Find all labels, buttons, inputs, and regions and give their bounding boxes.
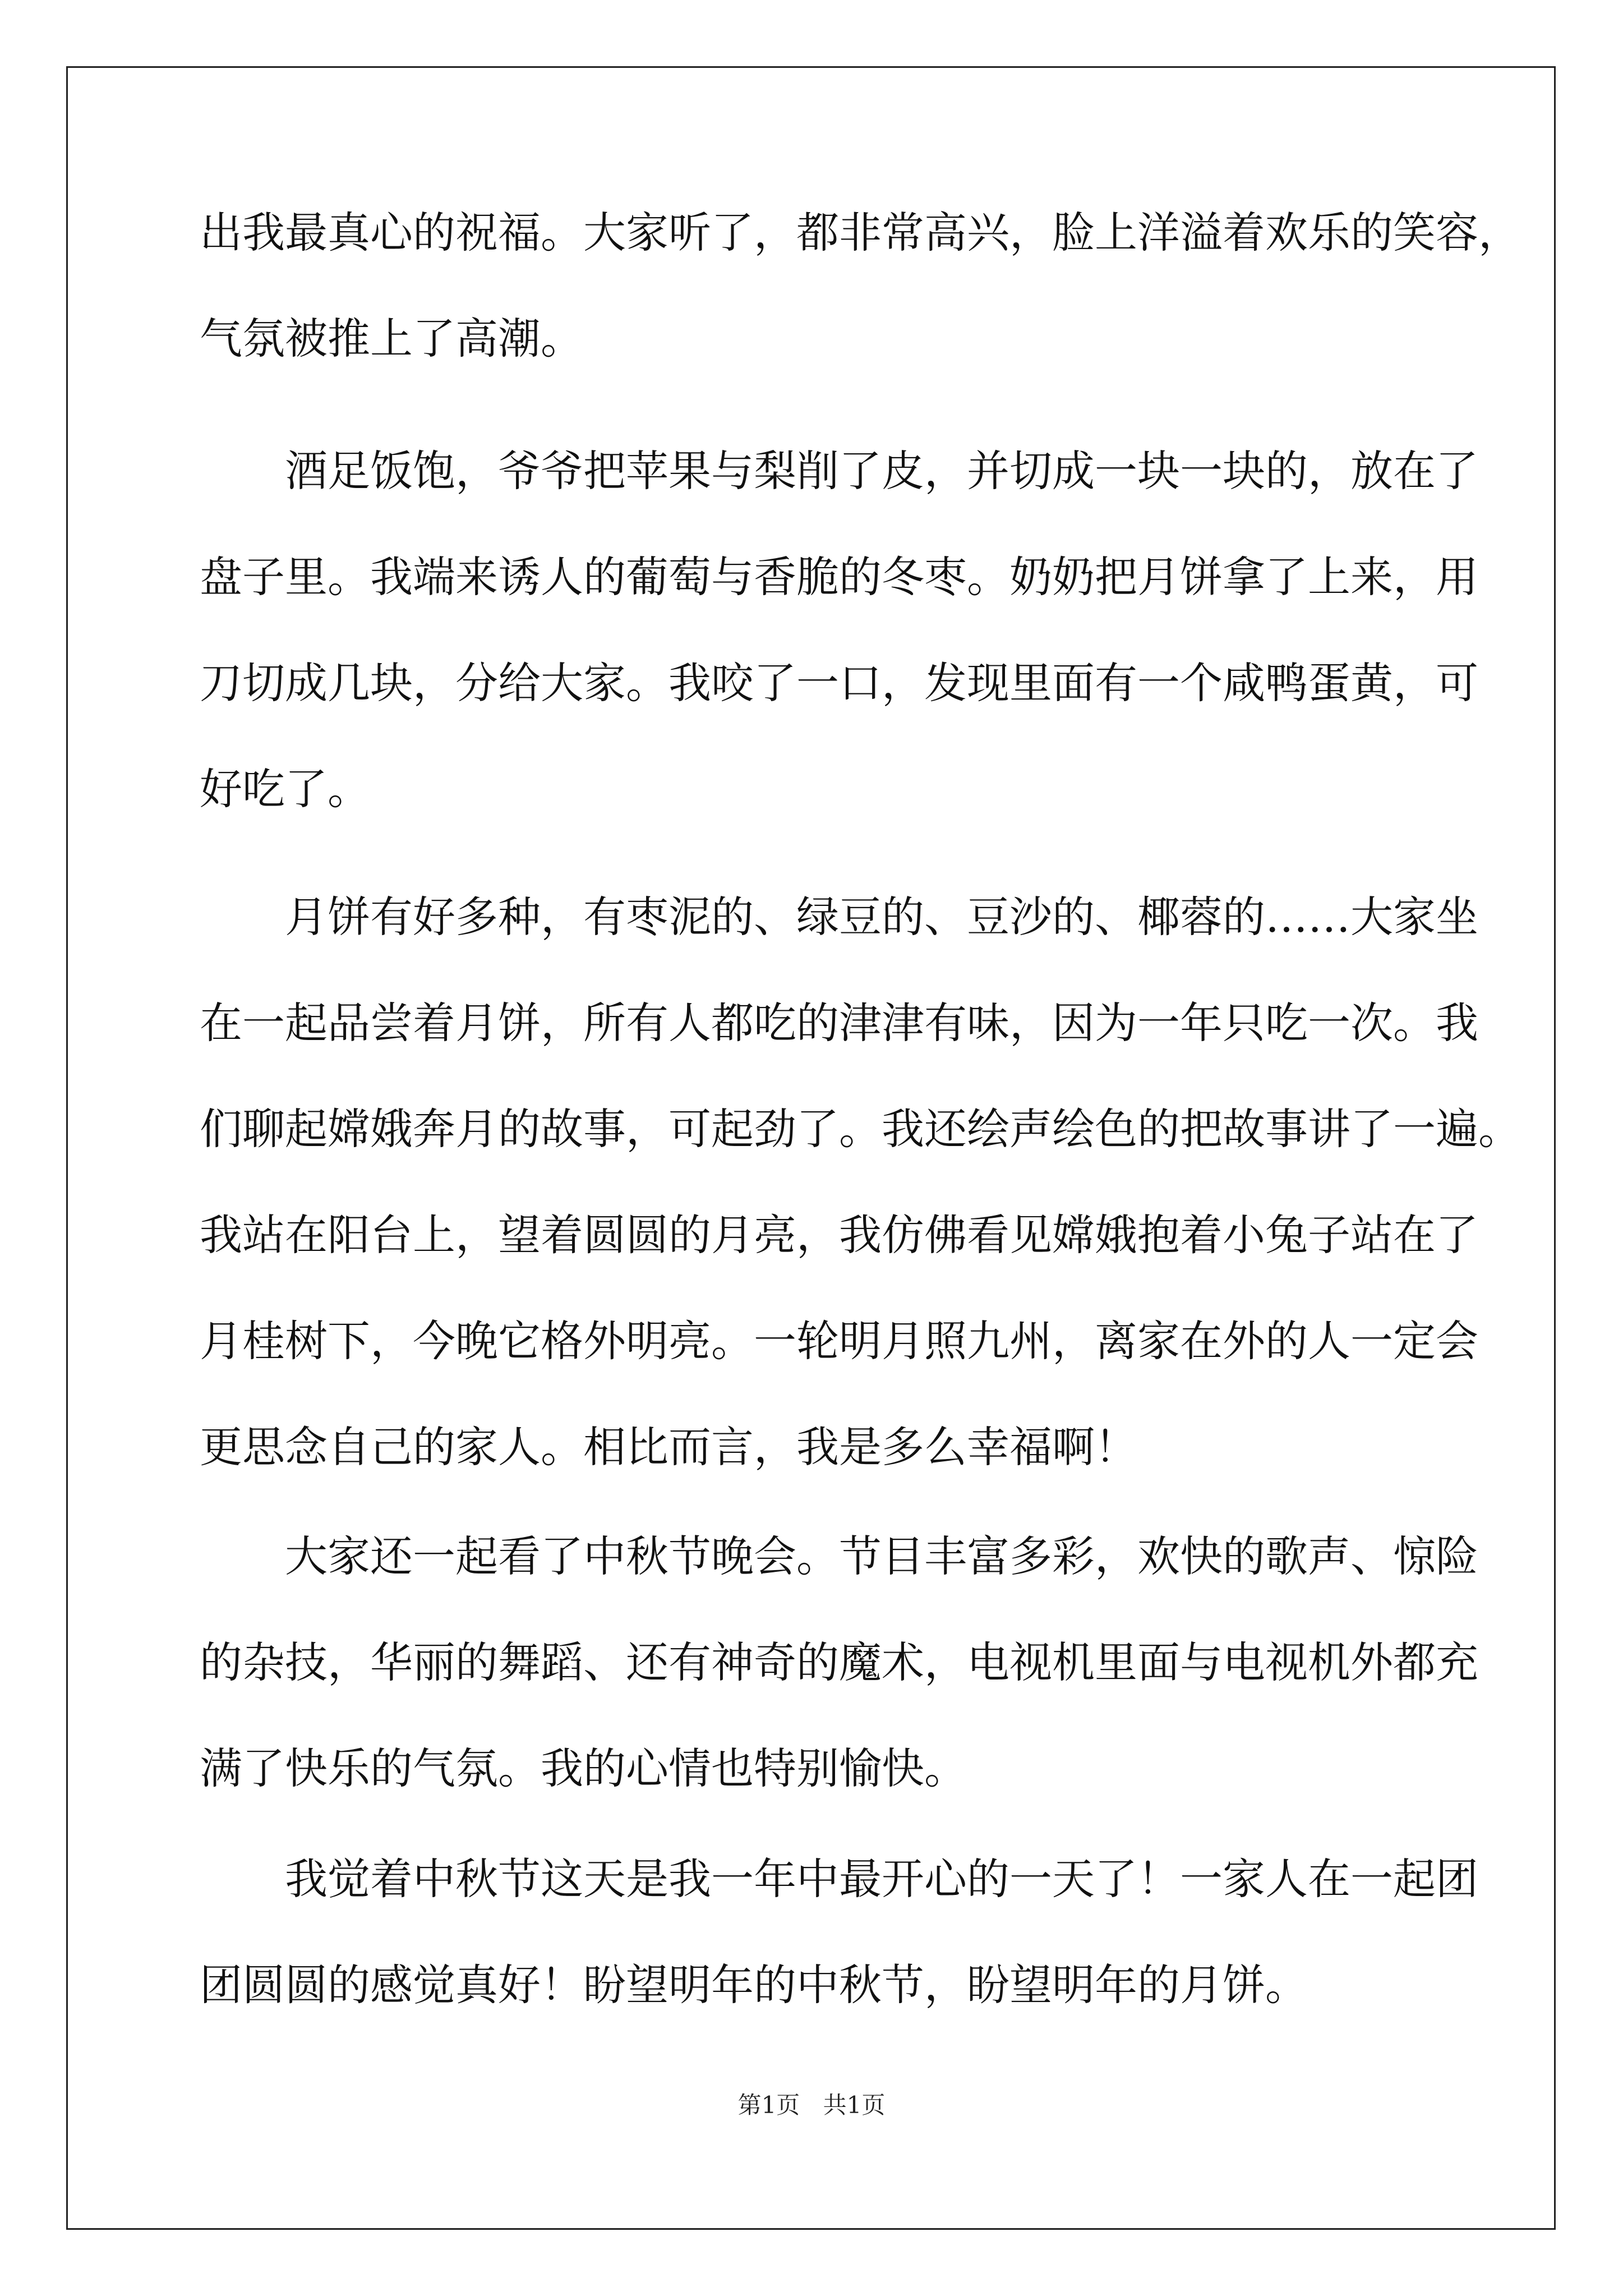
text-line: 的杂技，华丽的舞蹈、还有神奇的魔术，电视机里面与电视机外都充 [200, 1637, 1478, 1687]
paragraph-4 [200, 1503, 1478, 1821]
text-line: 大家还一起看了中秋节晚会。节目丰富多彩，欢快的歌声、惊险 [285, 1531, 1478, 1581]
text-line: 好吃了。 [200, 764, 370, 814]
text-line: 盘子里。我端来诱人的葡萄与香脆的冬枣。奶奶把月饼拿了上来，用 [200, 552, 1478, 602]
text-line: 气氛被推上了高潮。 [200, 314, 583, 364]
text-line: 团圆圆的感觉真好！盼望明年的中秋节，盼望明年的月饼。 [200, 1960, 1308, 2010]
text-line: 在一起品尝着月饼，所有人都吃的津津有味，因为一年只吃一次。我 [200, 998, 1478, 1048]
text-line: 我觉着中秋节这天是我一年中最开心的一天了！一家人在一起团 [285, 1854, 1478, 1904]
text-line: 们聊起嫦娥奔月的故事，可起劲了。我还绘声绘色的把故事讲了一遍。 [200, 1104, 1521, 1154]
text-line: 酒足饭饱，爷爷把苹果与梨削了皮，并切成一块一块的，放在了 [285, 446, 1478, 496]
paragraph-5 [200, 1826, 1478, 2038]
paragraph-1 [200, 180, 1521, 392]
text-line: 我站在阳台上，望着圆圆的月亮，我仿佛看见嫦娥抱着小兔子站在了 [200, 1210, 1478, 1260]
text-line: 刀切成几块，分给大家。我咬了一口，发现里面有一个咸鸭蛋黄，可 [200, 658, 1478, 708]
text-line: 满了快乐的气氛。我的心情也特别愉快。 [200, 1743, 967, 1793]
paragraph-2 [200, 418, 1478, 842]
text-line: 出我最真心的祝福。大家听了，都非常高兴，脸上洋溢着欢乐的笑容， [200, 208, 1521, 257]
text-line: 月桂树下，今晚它格外明亮。一轮明月照九州，离家在外的人一定会 [200, 1316, 1478, 1366]
page-total: 共1页 [823, 2091, 886, 2119]
text-line: 月饼有好多种，有枣泥的、绿豆的、豆沙的、椰蓉的……大家坐 [285, 892, 1478, 942]
page-footer [0, 2087, 1623, 2120]
page-number: 第1页 [737, 2091, 800, 2119]
text-line: 更思念自己的家人。相比而言，我是多么幸福啊！ [200, 1422, 1137, 1472]
paragraph-3 [200, 864, 1521, 1500]
